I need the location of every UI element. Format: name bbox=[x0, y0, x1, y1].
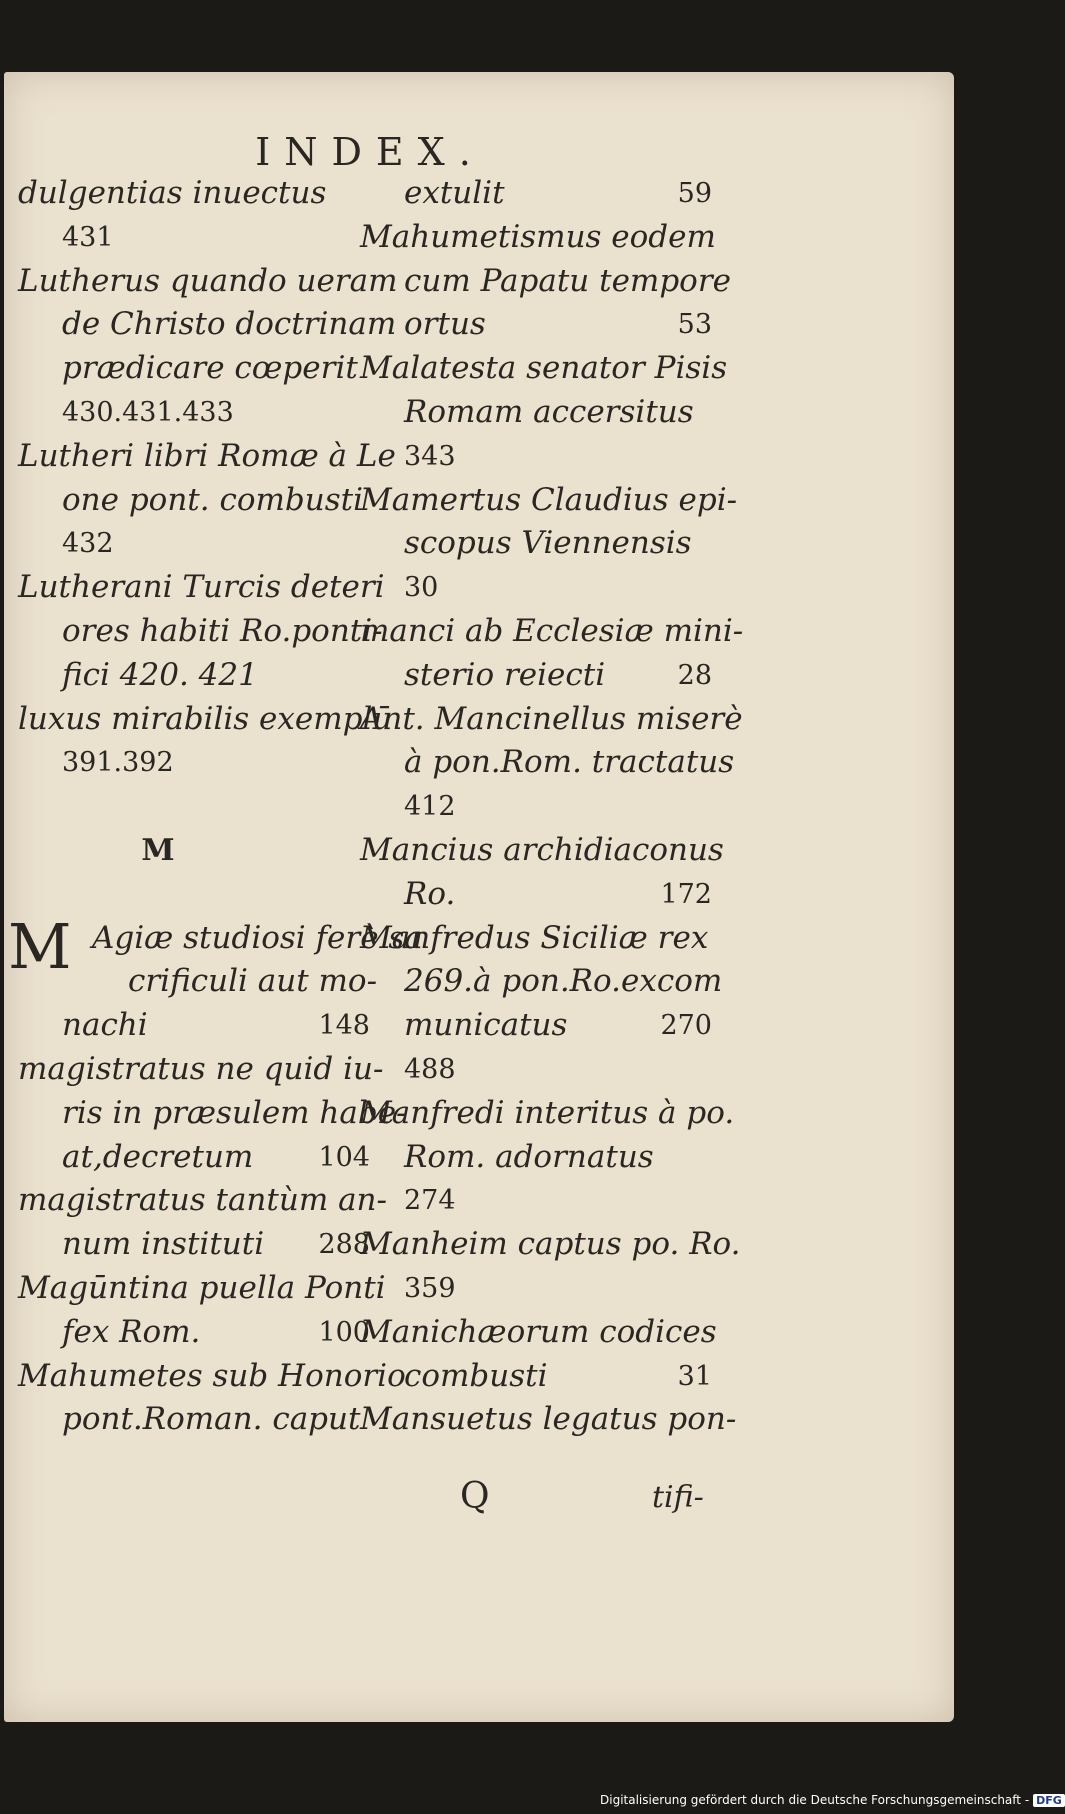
index-line bbox=[360, 391, 720, 435]
index-entry-text: à pon.Rom. tractatus bbox=[404, 744, 735, 781]
index-entry-text: magistratus ne quid iu- bbox=[18, 1050, 384, 1087]
index-line bbox=[18, 216, 378, 260]
index-line bbox=[18, 172, 378, 216]
index-entry-text: cum Papatu tempore bbox=[404, 262, 731, 299]
index-line bbox=[360, 960, 723, 1004]
index-line bbox=[18, 1092, 407, 1136]
index-entry-text: 391.392 bbox=[62, 747, 174, 779]
index-entry-text: 432 bbox=[62, 528, 114, 560]
index-entry-text: crificuli aut mo- bbox=[128, 963, 378, 1000]
index-line bbox=[18, 1136, 378, 1180]
index-entry-text: combusti bbox=[404, 1357, 548, 1394]
index-line bbox=[18, 1179, 387, 1223]
index-entry-text: sterio reiecti bbox=[404, 656, 606, 693]
index-line bbox=[18, 566, 385, 610]
index-entry-text: Lutherani Turcis deteri bbox=[18, 569, 385, 606]
index-line bbox=[18, 479, 378, 523]
drop-capital: M bbox=[8, 909, 72, 983]
index-column-left bbox=[8, 172, 423, 1442]
index-line bbox=[360, 435, 720, 479]
index-entry-text: Mamertus Claudius epi- bbox=[360, 481, 738, 518]
index-line bbox=[360, 698, 743, 742]
index-line bbox=[18, 610, 383, 654]
index-line bbox=[360, 1179, 720, 1223]
index-entry-text: num instituti bbox=[62, 1226, 265, 1263]
index-entry-text: municatus bbox=[404, 1007, 568, 1044]
index-line bbox=[18, 1398, 378, 1442]
index-entry-text: de Christo doctrinam bbox=[62, 306, 397, 343]
index-line bbox=[18, 873, 378, 917]
index-entry-text: prædicare cœperit bbox=[62, 350, 358, 387]
page-reference: 270 bbox=[660, 1010, 712, 1042]
index-line bbox=[18, 1311, 378, 1355]
index-entry-text: Mansuetus legatus pon- bbox=[360, 1401, 737, 1438]
index-line bbox=[360, 216, 720, 260]
index-line bbox=[18, 829, 378, 873]
index-line bbox=[18, 1355, 406, 1399]
index-entry-text: luxus mirabilis exemplū bbox=[18, 700, 393, 737]
index-line bbox=[360, 347, 728, 391]
index-line bbox=[360, 1136, 720, 1180]
index-entry-text: Ant. Mancinellus miserè bbox=[360, 700, 743, 737]
index-entry-text: Rom. adornatus bbox=[404, 1138, 654, 1175]
index-line bbox=[360, 1267, 720, 1311]
index-line bbox=[18, 391, 378, 435]
index-line bbox=[18, 1048, 384, 1092]
index-line bbox=[360, 1004, 720, 1048]
index-line bbox=[360, 1048, 720, 1092]
index-entry-text: Manfredus Siciliæ rex bbox=[360, 919, 709, 956]
index-line bbox=[18, 522, 378, 566]
index-entry-text: 431 bbox=[62, 221, 114, 253]
page-reference: 53 bbox=[677, 309, 712, 341]
index-entry-text: one pont. combusti bbox=[62, 481, 363, 518]
index-line bbox=[18, 654, 378, 698]
index-entry-text: fex Rom. bbox=[62, 1313, 201, 1350]
index-line bbox=[360, 873, 720, 917]
index-line bbox=[18, 698, 393, 742]
index-line bbox=[18, 1223, 378, 1267]
index-entry-text: 430.431.433 bbox=[62, 396, 234, 428]
index-entry-text: extulit bbox=[404, 175, 505, 211]
index-entry-text: Romam accersitus bbox=[404, 393, 694, 430]
index-entry-text: at,decretum bbox=[62, 1138, 254, 1175]
index-entry-text: 488 bbox=[404, 1053, 456, 1085]
index-line bbox=[360, 566, 720, 610]
index-entry-text: Manfredi interitus à po. bbox=[360, 1094, 735, 1131]
signature-mark: Q bbox=[460, 1476, 490, 1517]
index-entry-text: dulgentias inuectus bbox=[18, 175, 327, 211]
index-entry-text: Agiæ studiosi ferè sa bbox=[92, 919, 423, 956]
index-column-right bbox=[360, 172, 744, 1442]
index-entry-text: 269.à pon.Ro.excom bbox=[404, 963, 723, 1000]
index-line bbox=[360, 303, 720, 347]
page-reference: 59 bbox=[677, 178, 712, 209]
index-line bbox=[18, 1267, 386, 1311]
index-entry-text: 359 bbox=[404, 1272, 456, 1304]
index-entry-text: M bbox=[141, 832, 175, 868]
credit-text: Digitalisierung gefördert durch die Deutsche Forschungsgemeinschaft - bbox=[600, 1793, 1030, 1807]
index-line bbox=[18, 785, 378, 829]
index-line bbox=[18, 435, 396, 479]
index-entry-text: nachi bbox=[62, 1007, 148, 1044]
page-header: INDEX. bbox=[255, 130, 485, 174]
index-line bbox=[18, 347, 378, 391]
index-entry-text: 412 bbox=[404, 791, 456, 823]
index-entry-text: Lutheri libri Romæ à Le bbox=[18, 437, 396, 474]
index-line bbox=[360, 1398, 737, 1442]
page-reference: 28 bbox=[677, 659, 712, 691]
index-line bbox=[18, 741, 378, 785]
index-entry-text: ris in præsulem habe- bbox=[62, 1094, 407, 1131]
index-line bbox=[360, 610, 744, 654]
index-entry-text: Magūntina puella Ponti bbox=[18, 1269, 386, 1306]
index-entry-text: ores habiti Ro.ponti- bbox=[62, 612, 383, 649]
index-line bbox=[360, 829, 724, 873]
index-entry-text: pont.Roman. caput bbox=[62, 1401, 361, 1438]
page-reference: 288 bbox=[318, 1229, 370, 1261]
index-entry-text: Lutherus quando ueram bbox=[18, 262, 398, 299]
index-line bbox=[360, 1223, 741, 1267]
index-line bbox=[360, 1355, 720, 1399]
index-entry-text: Manichæorum codices bbox=[360, 1313, 717, 1350]
index-entry-text: 274 bbox=[404, 1185, 456, 1217]
index-line bbox=[18, 960, 378, 1004]
index-entry-text: ortus bbox=[404, 306, 486, 343]
index-entry-text: fici 420. 421 bbox=[62, 656, 258, 693]
index-entry-text: 30 bbox=[404, 572, 439, 604]
page-reference: 148 bbox=[318, 1010, 370, 1042]
index-entry-text: Manheim captus po. Ro. bbox=[360, 1226, 741, 1263]
index-line bbox=[360, 479, 738, 523]
dfg-logo: DFG bbox=[1033, 1794, 1065, 1807]
index-line bbox=[360, 260, 731, 304]
index-line bbox=[360, 917, 720, 961]
index-line bbox=[360, 172, 720, 216]
index-entry-text: Ro. bbox=[404, 875, 456, 912]
index-entry-text: manci ab Ecclesiæ mini- bbox=[360, 612, 744, 649]
index-line bbox=[18, 303, 397, 347]
index-entry-text: Mancius archidiaconus bbox=[360, 831, 724, 868]
catchword: tifi- bbox=[652, 1480, 704, 1515]
index-line bbox=[18, 260, 398, 304]
index-line bbox=[360, 654, 720, 698]
index-entry-text: Malatesta senator Pisis bbox=[360, 350, 728, 387]
index-entry-text: magistratus tantùm an- bbox=[18, 1182, 387, 1219]
index-line bbox=[360, 785, 720, 829]
index-entry-text: Mahumetes sub Honorio bbox=[18, 1357, 406, 1394]
index-entry-text: Mahumetismus eodem bbox=[360, 218, 716, 255]
index-line bbox=[360, 1311, 720, 1355]
index-line bbox=[360, 522, 720, 566]
index-entry-text: scopus Viennensis bbox=[404, 525, 692, 562]
page-reference: 100 bbox=[318, 1316, 370, 1348]
index-line bbox=[360, 1092, 735, 1136]
page-reference: 172 bbox=[660, 878, 712, 910]
index-line bbox=[18, 1004, 378, 1048]
index-entry-text: 343 bbox=[404, 440, 456, 472]
digitization-credit bbox=[600, 1793, 1065, 1807]
page-reference: 104 bbox=[318, 1141, 370, 1173]
page-reference: 31 bbox=[677, 1360, 712, 1392]
index-line bbox=[360, 741, 735, 785]
